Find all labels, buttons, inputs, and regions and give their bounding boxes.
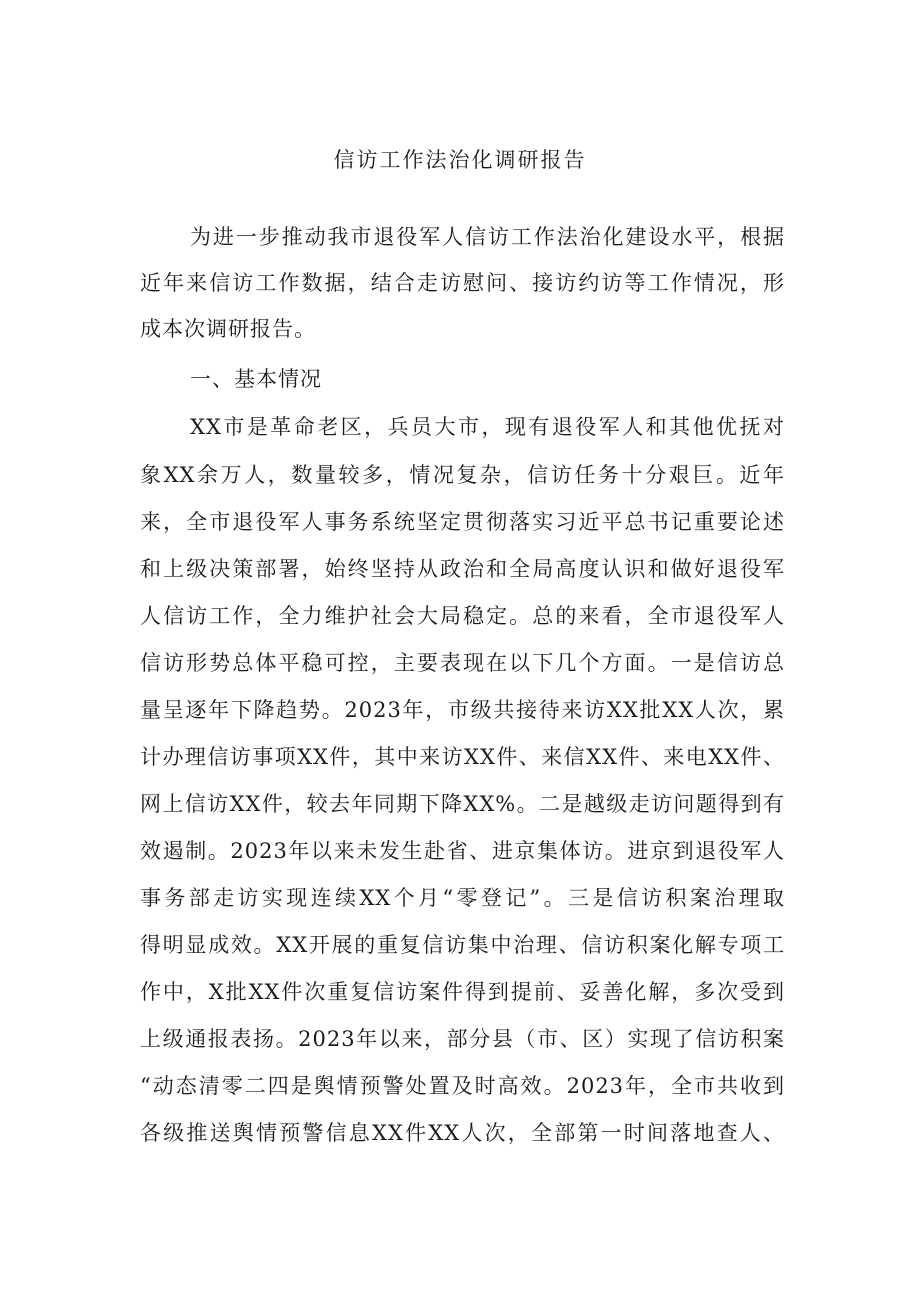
body-line-12: 得明显成效。XX开展的重复信访集中治理、信访积案化解专项工 [140,933,785,957]
document-title: 信访工作法治化调研报告 [333,148,587,172]
body-line-1: XX市是革命老区，兵员大市，现有退役军人和其他优抚对 [190,415,785,439]
intro-line-2: 近年来信访工作数据，结合走访慰问、接访约访等工作情况，形 [140,271,785,295]
body-line-11: 事务部走访实现连续XX个月“零登记”。三是信访积案治理取 [140,886,785,910]
body-line-2: 象XX余万人，数量较多，情况复杂，信访任务十分艰巨。近年 [140,463,785,487]
body-line-5: 人信访工作，全力维护社会大局稳定。总的来看，全市退役军人 [140,604,785,628]
body-line-4: 和上级决策部署，始终坚持从政治和全局高度认识和做好退役军 [140,557,785,581]
intro-line-3: 成本次调研报告。 [140,317,316,341]
body-line-10: 效遏制。2023年以来未发生赴省、进京集体访。进京到退役军人 [140,839,785,863]
body-line-7: 量呈逐年下降趋势。2023年，市级共接待来访XX批XX人次，累 [140,698,785,722]
section-heading: 一、基本情况 [190,367,322,391]
intro-line-1: 为进一步推动我市退役军人信访工作法治化建设水平，根据 [190,225,785,249]
body-line-13: 作中，X批XX件次重复信访案件得到提前、妥善化解，多次受到 [140,980,785,1004]
body-line-16: 各级推送舆情预警信息XX件XX人次，全部第一时间落地查人、 [140,1121,785,1145]
body-line-3: 来，全市退役军人事务系统坚定贯彻落实习近平总书记重要论述 [140,510,785,534]
body-line-8: 计办理信访事项XX件，其中来访XX件、来信XX件、来电XX件、 [140,745,785,769]
body-line-9: 网上信访XX件，较去年同期下降XX%。二是越级走访问题得到有 [140,792,785,816]
body-line-15: “动态清零二四是舆情预警处置及时高效。2023年，全市共收到 [140,1074,785,1098]
body-line-14: 上级通报表扬。2023年以来，部分县（市、区）实现了信访积案 [140,1027,785,1051]
body-line-6: 信访形势总体平稳可控，主要表现在以下几个方面。一是信访总 [140,651,785,675]
